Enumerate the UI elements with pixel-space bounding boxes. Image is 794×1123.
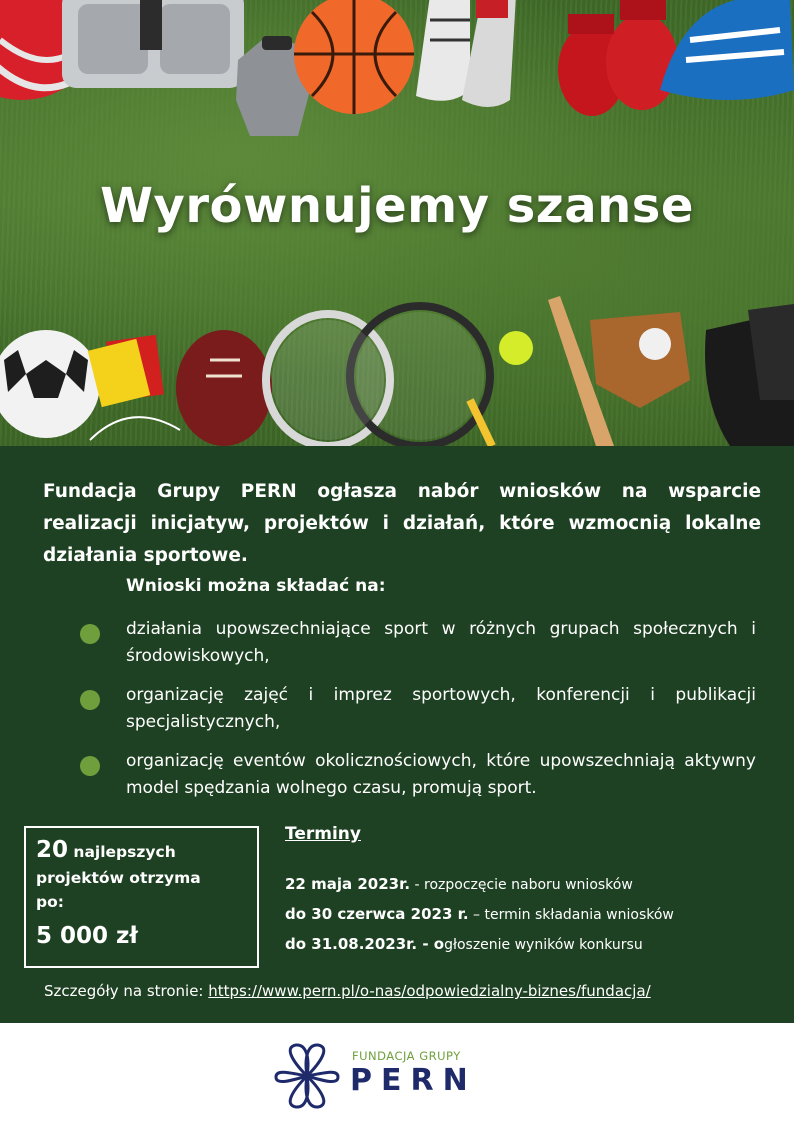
prize-text-1: najlepszych: [73, 843, 176, 861]
prize-text-3: po:: [36, 893, 64, 911]
clover-logo-icon: [272, 1041, 342, 1111]
terms-heading: Terminy: [285, 824, 361, 844]
term-row: do 30 czerwca 2023 r. – termin składania wniosków: [285, 905, 674, 923]
footer: [0, 1023, 794, 1123]
sneakers-icon: [416, 0, 516, 107]
term-row: 22 maja 2023r. - rozpoczęcie naboru wniosków: [285, 875, 633, 893]
tennis-rackets-icon: [266, 306, 492, 446]
details-line: [44, 982, 651, 1000]
bike-helmet-icon: [660, 0, 794, 100]
list-item: działania upowszechniające sport w różnych grupach społecznych i środowiskowych,: [80, 616, 756, 670]
football-boots-icon: [705, 304, 794, 446]
applications-heading: Wnioski można składać na:: [126, 576, 386, 596]
details-label: Szczegóły na stronie:: [44, 982, 209, 1000]
terms-list: [285, 870, 785, 960]
whistle-cord: [90, 417, 180, 440]
details-link[interactable]: https://www.pern.pl/o-nas/odpowiedzialny-biznes/fundacja/: [208, 982, 651, 1000]
logo-caption: FUNDACJA GRUPY: [352, 1049, 461, 1063]
bullet-dot-icon: [80, 756, 100, 776]
boxing-gloves-icon: [558, 0, 678, 116]
list-item: organizację eventów okolicznościowych, które upowszechniają aktywny model spędzania wolnego czasu, promują sport.: [80, 748, 756, 802]
logo-wordmark: PERN: [350, 1063, 477, 1098]
prize-amount: 5 000 zł: [36, 923, 138, 949]
hero-banner: [0, 0, 794, 446]
prize-text-2: projektów otrzyma: [36, 869, 201, 887]
page-title: Wyrównujemy szanse: [100, 178, 694, 234]
bullet-dot-icon: [80, 624, 100, 644]
applications-list: [80, 616, 756, 814]
tennis-ball-icon: [499, 331, 533, 365]
list-item: organizację zajęć i imprez sportowych, konferencji i publikacji specjalistycznych,: [80, 682, 756, 736]
term-row: do 31.08.2023r. - ogłoszenie wyników konkursu: [285, 935, 643, 953]
intro-paragraph: Fundacja Grupy PERN ogłasza nabór wniosków na wsparcie realizacji inicjatyw, projektów i działań, które wzmocnią lokalne działania sportowe.: [43, 481, 761, 566]
baseball-glove-icon: [590, 312, 690, 408]
pern-logo: [272, 1041, 482, 1111]
shoulder-pads-icon: [62, 0, 244, 88]
content-panel: [0, 446, 794, 1023]
referee-cards-icon: [88, 335, 164, 407]
bullet-dot-icon: [80, 690, 100, 710]
basketball-icon: [294, 0, 414, 114]
prize-box: [24, 826, 259, 968]
prize-count: 20: [36, 837, 69, 863]
soccer-ball-icon: [0, 330, 100, 438]
rugby-ball-icon: [176, 330, 272, 446]
